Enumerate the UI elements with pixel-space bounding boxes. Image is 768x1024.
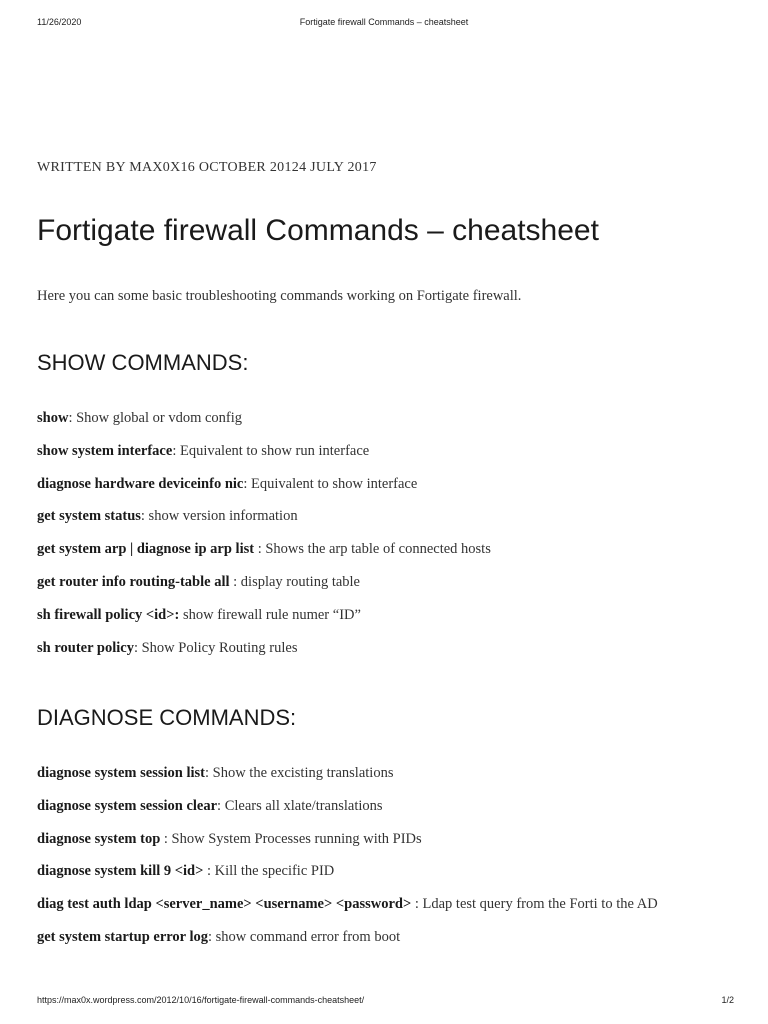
list-item (37, 797, 727, 815)
command-description: : Equivalent to show run interface (172, 442, 370, 459)
print-footer-url: https://max0x.wordpress.com/2012/10/16/fortigate-firewall-commands-cheatsheet/ (37, 995, 365, 1005)
command-description: : Ldap test query from the Forti to the AD (411, 896, 658, 913)
list-item (37, 639, 727, 657)
list-item (37, 606, 727, 624)
page-title: Fortigate firewall Commands – cheatsheet (37, 214, 599, 247)
list-item (37, 895, 727, 913)
command-description: : Kill the specific PID (203, 863, 335, 880)
command-name: sh firewall policy <id>: (37, 606, 180, 623)
command-name: diagnose hardware deviceinfo nic (37, 475, 244, 492)
command-name: get system status (37, 508, 141, 525)
command-description: : show version information (140, 508, 298, 525)
show-commands-heading: SHOW COMMANDS: (37, 350, 249, 375)
command-description: : Shows the arp table of connected hosts (254, 541, 491, 558)
command-name: get system arp | diagnose ip arp list (37, 541, 255, 558)
command-name: diagnose system kill 9 <id> (37, 863, 204, 880)
command-description: : Clears all xlate/translations (217, 797, 383, 814)
diagnose-commands-heading: DIAGNOSE COMMANDS: (37, 705, 297, 730)
command-name: diagnose system session list (37, 765, 205, 781)
command-name: sh router policy (37, 639, 134, 656)
command-name: show system interface (37, 442, 173, 459)
diagnose-commands-list (37, 764, 727, 961)
command-description: : Show the excisting translations (204, 765, 394, 781)
command-name: diag test auth ldap <server_name> <username> <password> (37, 896, 412, 913)
command-name: diagnose system top (37, 830, 161, 847)
list-item (37, 928, 727, 946)
list-item (37, 475, 727, 493)
command-description: : Show global or vdom config (68, 410, 243, 426)
command-description: : display routing table (229, 573, 360, 590)
command-description: : Equivalent to show interface (243, 475, 418, 492)
list-item (37, 507, 727, 525)
command-name: get system startup error log (37, 928, 209, 945)
intro-paragraph: Here you can some basic troubleshooting commands working on Fortigate firewall. (37, 288, 522, 304)
command-name: diagnose system session clear (37, 797, 218, 814)
page-number: 1/2 (721, 995, 734, 1005)
print-header-title: Fortigate firewall Commands – cheatsheet (299, 17, 469, 27)
command-name: show (37, 410, 69, 426)
show-commands-list (37, 409, 727, 671)
command-description: show firewall rule numer “ID” (179, 606, 361, 623)
list-item (37, 409, 727, 427)
command-name: get router info routing-table all (37, 573, 230, 590)
command-description: : show command error from boot (208, 928, 401, 945)
list-item (37, 442, 727, 460)
list-item (37, 540, 727, 558)
list-item (37, 573, 727, 591)
list-item (37, 830, 727, 848)
list-item (37, 862, 727, 880)
byline: WRITTEN BY MAX0X16 OCTOBER 20124 JULY 2017 (37, 160, 377, 175)
command-description: : Show System Processes running with PIDs (160, 830, 422, 847)
list-item (37, 764, 727, 782)
command-description: : Show Policy Routing rules (133, 639, 298, 656)
print-date: 11/26/2020 (37, 17, 82, 27)
